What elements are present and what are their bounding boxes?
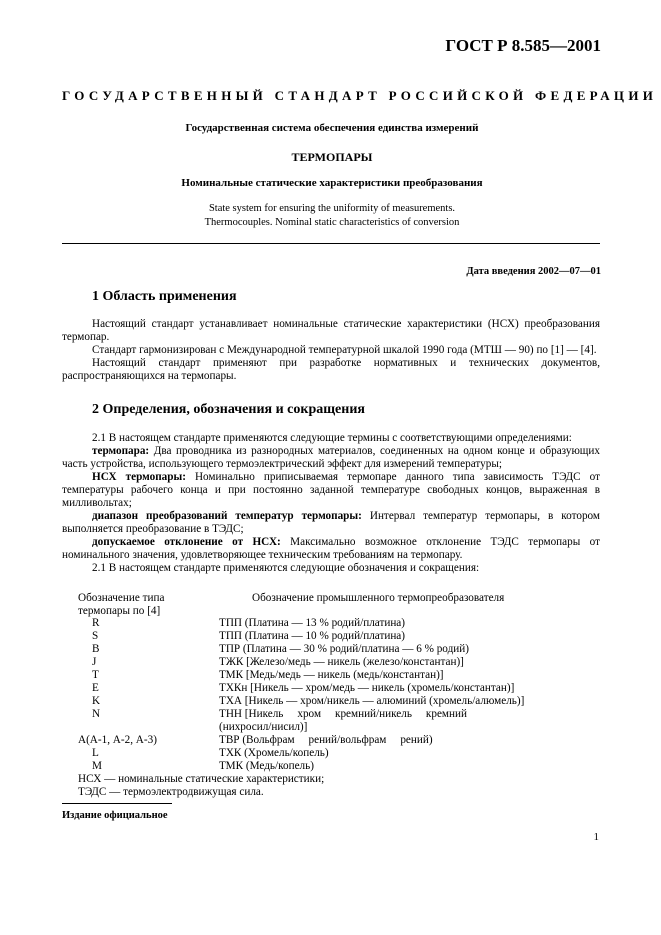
table-header-col2: Обозначение промышленного термопреобразователя (252, 592, 505, 604)
type-description: ТМК [Медь/медь — никель (медь/константан)] (219, 669, 444, 681)
definition-text: Интервал температур термопары, в котором выполняется преобразование в ТЭДС; (62, 510, 600, 535)
edition-label: Издание официальное (62, 810, 168, 821)
type-description: ТХА [Никель — хром/никель — алюминий (хромель/алюмель)] (219, 695, 525, 707)
section1-paragraph-2: Стандарт гармонизирован с Международной температурной шкалой 1990 года (МТШ — 90) по [1] — [4]. (92, 344, 597, 356)
definition-term: диапазон преобразований температур термопары: (92, 510, 362, 522)
type-description: ТПП (Платина — 13 % родий/платина) (219, 617, 406, 629)
definition-term: термопара: (92, 445, 150, 457)
table-header-col1-line2: термопары по [4] (78, 605, 161, 617)
definition-text: Два проводника из разнородных материалов, соединенных на одном конце и образующих часть устройства, использующего термоэлектрический эффект для измерений температуры; (62, 445, 600, 470)
footer-divider (62, 803, 172, 804)
type-code: А(А-1, А-2, А-3) (78, 734, 157, 746)
type-description: ТВР (Вольфрам рений/вольфрам рений) (219, 734, 433, 746)
document-title: ТЕРМОПАРЫ (291, 150, 373, 164)
english-title (62, 202, 602, 229)
section1-body (62, 318, 600, 383)
section1-paragraph-1: Настоящий стандарт устанавливает номинальные статические характеристики (НСХ) преобразования термопар. (62, 318, 600, 343)
definition-thermocouple (62, 445, 600, 471)
document-subtitle: Номинальные статические характеристики преобразования (181, 177, 483, 189)
gost-number: ГОСТ Р 8.585—2001 (445, 36, 601, 55)
type-description: ТМК (Медь/копель) (219, 760, 314, 772)
type-description: ТХК (Хромель/копель) (219, 747, 329, 759)
intro-date: Дата введения 2002—07—01 (466, 266, 601, 277)
type-code: S (92, 630, 99, 642)
system-title: Государственная система обеспечения единства измерений (185, 122, 479, 134)
english-title-line1: State system for ensuring the uniformity of measurements. (208, 203, 456, 214)
type-code: R (92, 617, 100, 629)
definition-term: допускаемое отклонение от НСХ: (92, 536, 281, 548)
definition-nsx (62, 471, 600, 510)
table-header-col1-line1: Обозначение типа (78, 592, 165, 604)
state-standard-banner: ГОСУДАРСТВЕННЫЙ СТАНДАРТ РОССИЙСКОЙ ФЕДЕРАЦИИ (62, 88, 658, 103)
type-description: ТНН [Никель хром кремний/никель кремний (219, 708, 467, 720)
type-code: N (92, 708, 101, 720)
definition-tolerance (62, 536, 600, 562)
page-number: 1 (593, 831, 599, 843)
type-description: ТПП (Платина — 10 % родий/платина) (219, 630, 406, 642)
definition-text: Номинально приписываемая термопаре данного типа зависимость ТЭДС от температуры рабочего конца и при постоянно заданной температуре свободных концов, выраженная в милливольтах; (62, 471, 600, 509)
type-description: ТЖК [Железо/медь — никель (железо/константан)] (219, 656, 464, 668)
abbr-teds: ТЭДС — термоэлектродвижущая сила. (78, 786, 264, 798)
type-description: (нихросил/нисил)] (219, 721, 308, 733)
type-description: ТХКн [Никель — хром/медь — никель (хромель/константан)] (219, 682, 515, 694)
section2-intro: 2.1 В настоящем стандарте применяются следующие термины с соответствующими определениями: (92, 432, 572, 444)
type-description: ТПР (Платина — 30 % родий/платина — 6 % родий) (219, 643, 469, 655)
type-code: E (92, 682, 99, 694)
section2-body (62, 432, 600, 575)
section2-heading: 2 Определения, обозначения и сокращения (92, 402, 365, 417)
type-code: L (92, 747, 99, 759)
definition-term: НСХ термопары: (92, 471, 186, 483)
type-code: B (92, 643, 100, 655)
section1-heading: 1 Область применения (92, 289, 237, 304)
definition-text: Максимально возможное отклонение ТЭДС термопары от номинального значения, удовлетворяющее техническим требованиям на термопару. (62, 536, 600, 561)
type-code: M (92, 760, 102, 772)
title-divider (62, 243, 600, 244)
abbr-nsx: НСХ — номинальные статические характеристики; (78, 773, 325, 785)
type-code: J (92, 656, 97, 668)
english-title-line2: Thermocouples. Nominal static characteristics of conversion (204, 216, 460, 228)
section1-paragraph-3: Настоящий стандарт применяют при разработке нормативных и технических документов, распространяющихся на термопары. (62, 357, 600, 382)
type-code: K (92, 695, 101, 707)
definition-range (62, 510, 600, 536)
type-code: T (92, 669, 99, 681)
abbreviations-intro: 2.1 В настоящем стандарте применяются следующие обозначения и сокращения: (92, 562, 480, 574)
